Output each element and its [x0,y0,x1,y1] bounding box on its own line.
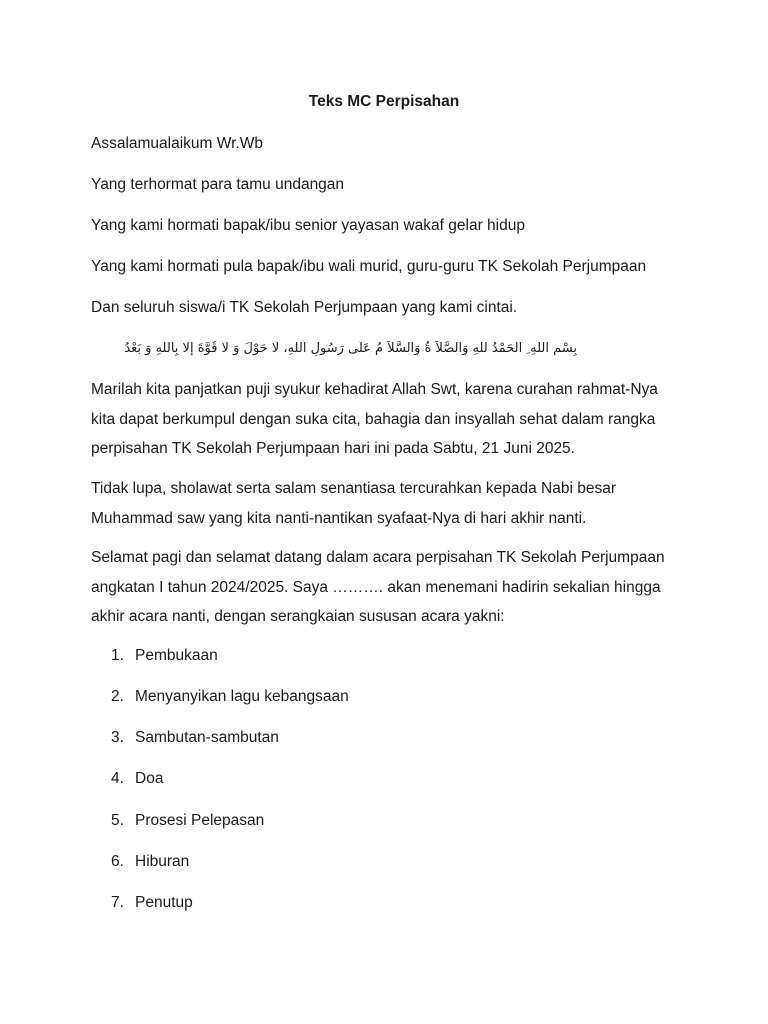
agenda-number: 2. [111,688,124,705]
paragraph: Selamat pagi dan selamat datang dalam acara perpisahan TK Sekolah Perjumpaan angkatan I tahun 2024/2025. Saya ………. akan menemani hadirin sekalian hingga akhir acara nanti, dengan serangkaian sususan acara yakni: [91,549,665,625]
greeting: Assalamualaikum Wr.Wb [91,135,263,152]
agenda-number: 7. [111,894,124,911]
agenda-number: 3. [111,729,124,746]
agenda-item [111,770,163,788]
agenda-label: Sambutan-sambutan [135,729,279,746]
agenda-label: Menyanyikan lagu kebangsaan [135,688,349,705]
document-title: Teks MC Perpisahan [308,93,460,110]
agenda-number: 1. [111,647,124,664]
agenda-item [111,894,193,912]
agenda-number: 4. [111,770,124,787]
agenda-label: Pembukaan [135,647,218,664]
agenda-item [111,853,189,871]
agenda-label: Hiburan [135,853,190,870]
agenda-label: Prosesi Pelepasan [135,812,265,829]
agenda-label: Doa [135,770,164,787]
agenda-item [111,647,218,665]
agenda-label: Penutup [135,894,193,911]
agenda-item [111,812,264,830]
address-line: Dan seluruh siswa/i TK Sekolah Perjumpaan yang kami cintai. [91,299,518,316]
arabic-opening: بِسْمِ اللهِ ِ الحَمْدُ للهِ وَالصَّلاَ ةُ وَالسَّلاَ مُ عَلَى رَسُولِ اللهِ، لَا حَوْلَ وَ لَا قُوَّةَ إِلَّا بِاللهِ وَ بَعْدُ [124,341,577,356]
agenda-item [111,729,279,747]
agenda-item [111,688,349,706]
address-line: Yang kami hormati bapak/ibu senior yayasan wakaf gelar hidup [91,217,525,234]
address-line: Yang kami hormati pula bapak/ibu wali murid, guru-guru TK Sekolah Perjumpaan [91,258,647,275]
paragraph: Marilah kita panjatkan puji syukur kehadirat Allah Swt, karena curahan rahmat-Nya kita dapat berkumpul dengan suka cita, bahagia dan insyallah sehat dalam rangka perpisahan TK Sekolah Perjumpaan hari ini pada Sabtu, 21 Juni 2025. [91,381,658,457]
agenda-number: 5. [111,812,124,829]
address-line: Yang terhormat para tamu undangan [91,176,345,193]
agenda-number: 6. [111,853,124,870]
paragraph: Tidak lupa, sholawat serta salam senantiasa tercurahkan kepada Nabi besar Muhammad saw yang kita nanti-nantikan syafaat-Nya di hari akhir nanti. [91,480,617,527]
